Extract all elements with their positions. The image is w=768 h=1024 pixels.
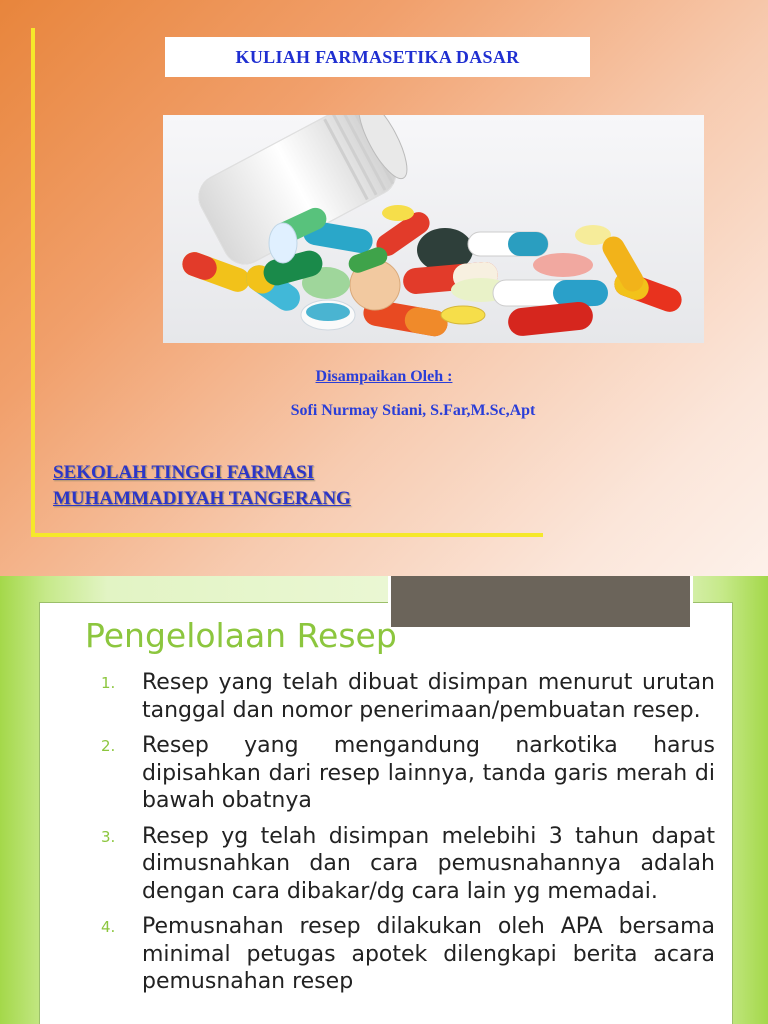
course-title-box xyxy=(165,37,590,77)
accent-horizontal-line xyxy=(31,533,543,537)
presented-by-label xyxy=(0,368,768,386)
list-item xyxy=(101,732,715,815)
accent-vertical-line xyxy=(31,28,35,536)
list-item xyxy=(101,913,715,996)
header-accent-box xyxy=(388,576,693,630)
presenter-name: Sofi Nurmay Stiani, S.Far,M.Sc,Apt xyxy=(290,402,536,419)
institution-line-2: MUHAMMADIYAH TANGERANG xyxy=(53,488,351,509)
list-number: 2. xyxy=(101,737,116,755)
prescription-management-list xyxy=(101,669,715,1004)
presented-by-text: Disampaikan Oleh : xyxy=(315,368,453,385)
list-number: 1. xyxy=(101,674,116,692)
list-number: 4. xyxy=(101,918,116,936)
list-item-text: Resep yang mengandung narkotika harus dipisahkan dari resep lainnya, tanda garis merah di bawah obatnya xyxy=(142,733,715,813)
slide-title: Pengelolaan Resep xyxy=(85,616,397,655)
list-item-text: Resep yg telah disimpan melebihi 3 tahun dapat dimusnahkan dan cara pemusnahannya adalah dengan cara dibakar/dg cara lain yg memadai. xyxy=(142,823,715,904)
list-item xyxy=(101,669,715,724)
content-slide xyxy=(0,576,768,1024)
list-item-text: Pemusnahan resep dilakukan oleh APA bersama minimal petugas apotek dilengkapi berita acara pemusnahan resep xyxy=(142,914,715,994)
list-number: 3. xyxy=(101,827,116,846)
institution-line-1: SEKOLAH TINGGI FARMASI xyxy=(53,462,315,483)
list-item xyxy=(101,823,715,906)
list-item-text: Resep yang telah dibuat disimpan menurut urutan tanggal dan nomor penerimaan/pembuatan resep. xyxy=(142,670,715,723)
course-title: KULIAH FARMASETIKA DASAR xyxy=(235,46,520,67)
medicine-pills-image xyxy=(163,115,704,343)
